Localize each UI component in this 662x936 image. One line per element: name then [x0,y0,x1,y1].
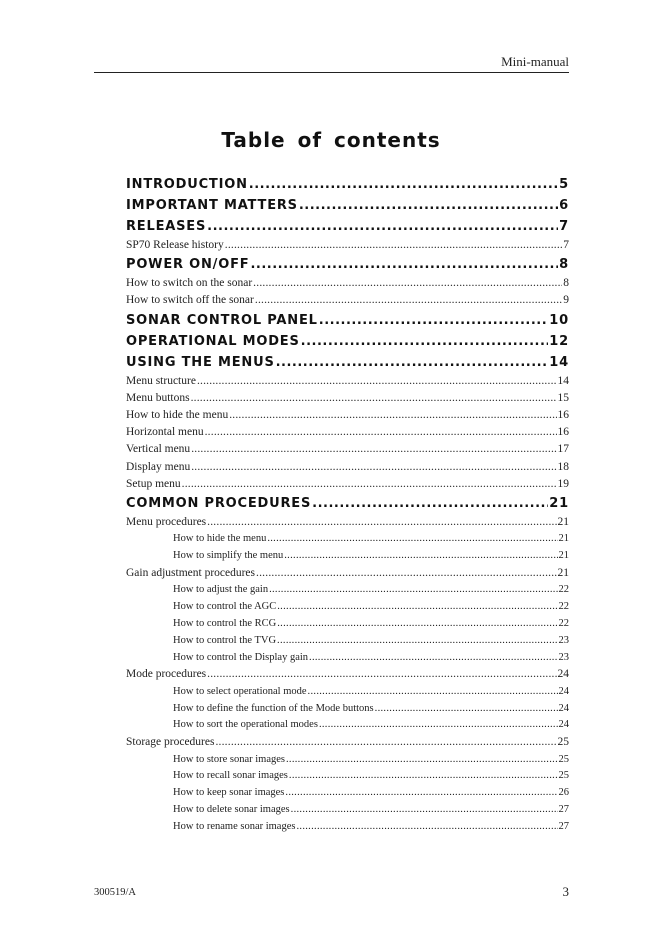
toc-entry-title: SONAR CONTROL PANEL [126,312,318,328]
dot-leader [207,514,556,531]
toc-entry-title: How to switch on the sonar [126,277,253,290]
page-number: 3 [562,884,569,899]
toc-entry-title: How to define the function of the Mode buttons [173,702,374,714]
toc-entry-page: 27 [558,804,569,816]
toc-entry-level-3[interactable] [126,548,569,565]
dot-leader [319,717,558,734]
toc-entry-page: 24 [558,702,569,714]
toc-entry-title: How to control the TVG [173,634,277,646]
toc-entry-page: 14 [549,354,569,370]
dot-leader [253,275,562,292]
toc-entry-level-3[interactable] [126,802,569,819]
toc-entry-title: SP70 Release history [126,239,224,251]
dot-leader [182,476,557,493]
toc-entry-title: How to control the RCG [173,617,277,629]
toc-entry-title: How to adjust the gain [173,584,269,596]
dot-leader [286,752,558,769]
toc-entry-title: How to hide the menu [173,533,267,545]
toc-entry-page: 10 [549,312,569,328]
dot-leader [255,292,562,309]
toc-entry-level-3[interactable] [126,531,569,548]
dot-leader [289,768,558,785]
toc-entry-level-2[interactable] [126,237,569,254]
toc-entry-page: 6 [559,198,569,213]
toc-entry-page: 7 [559,219,569,234]
toc-entry-page: 21 [549,495,569,511]
dot-leader [256,565,556,582]
dot-leader [277,633,557,650]
dot-leader [269,582,557,599]
toc-entry-level-2[interactable] [126,424,569,441]
toc-entry-level-2[interactable] [126,373,569,390]
toc-entry-page: 7 [563,239,569,251]
toc-entry-level-3[interactable] [126,616,569,633]
toc-entry-page: 23 [558,651,569,663]
toc-entry-title: Display menu [126,460,191,473]
toc-entry-title: Menu buttons [126,391,190,404]
toc-entry-page: 8 [563,277,569,290]
toc-entry-page: 21 [557,566,569,579]
toc-entry-level-1[interactable] [126,331,569,352]
toc-entry-level-1[interactable] [126,174,569,195]
toc-entry-page: 24 [558,719,569,731]
toc-entry-level-3[interactable] [126,684,569,701]
toc-entry-level-2[interactable] [126,565,569,582]
dot-leader [191,441,556,458]
toc-entry-title: How to control the AGC [173,600,277,612]
toc-entry-level-2[interactable] [126,292,569,309]
toc-entry-level-1[interactable] [126,195,569,216]
toc-entry-title: How to recall sonar images [173,770,288,782]
toc-entry-title: Menu procedures [126,515,207,528]
dot-leader [229,407,556,424]
dot-leader [267,531,557,548]
toc-entry-level-3[interactable] [126,701,569,718]
toc-entry-title: POWER ON/OFF [126,257,250,273]
toc-entry-title: How to simplify the menu [173,549,284,561]
toc-entry-level-3[interactable] [126,582,569,599]
toc-entry-title: How to delete sonar images [173,804,290,816]
toc-entry-title: How to sort the operational modes [173,719,318,731]
document-id: 300519/A [94,887,136,898]
dot-leader [250,254,558,275]
toc-entry-title: Menu structure [126,374,196,387]
toc-entry-title: Vertical menu [126,443,191,456]
toc-entry-level-1[interactable] [126,254,569,275]
toc-entry-title: Gain adjustment procedures [126,566,256,579]
toc-entry-page: 9 [563,294,569,307]
toc-entry-title: USING THE MENUS [126,354,275,370]
toc-entry-level-3[interactable] [126,752,569,769]
toc-entry-page: 27 [558,821,569,833]
toc-entry-page: 18 [557,460,569,473]
dot-leader [277,599,557,616]
toc-entry-title: COMMON PROCEDURES [126,495,312,511]
toc-entry-title: Setup menu [126,477,181,490]
dot-leader [319,310,549,331]
toc-entry-level-1[interactable] [126,216,569,237]
toc-entry-level-3[interactable] [126,785,569,802]
toc-entry-page: 21 [558,549,569,561]
toc-entry-level-2[interactable] [126,514,569,531]
dot-leader [191,459,556,476]
toc-entry-title: How to control the Display gain [173,651,309,663]
toc-entry-page: 8 [559,257,569,273]
toc-entry-page: 22 [558,617,569,629]
toc-entry-title: Mode procedures [126,668,207,681]
toc-entry-level-3[interactable] [126,633,569,650]
toc-entry-page: 22 [558,584,569,596]
toc-entry-title: INTRODUCTION [126,177,248,192]
dot-leader [299,195,558,216]
toc-entry-page: 21 [558,533,569,545]
toc-entry-title: How to hide the menu [126,408,229,421]
toc-entry-title: Horizontal menu [126,426,204,439]
toc-entry-page: 23 [558,634,569,646]
toc-entry-title: Storage procedures [126,736,215,749]
dot-leader [296,819,557,836]
dot-leader [375,701,558,718]
dot-leader [301,331,549,352]
dot-leader [291,802,558,819]
toc-entry-title: How to select operational mode [173,685,307,697]
dot-leader [276,352,549,373]
toc-entry-level-3[interactable] [126,717,569,734]
toc-entry-title: RELEASES [126,219,207,234]
toc-entry-page: 25 [557,736,569,749]
header-title: Mini-manual [501,54,569,69]
dot-leader [205,424,557,441]
dot-leader [207,666,556,683]
dot-leader [191,390,557,407]
toc-entry-level-2[interactable] [126,441,569,458]
toc-entry-page: 17 [557,443,569,456]
toc-entry-level-3[interactable] [126,768,569,785]
toc-entry-title: How to rename sonar images [173,821,296,833]
toc-entry-title: How to keep sonar images [173,787,285,799]
dot-leader [215,734,556,751]
toc-entry-title: OPERATIONAL MODES [126,333,300,349]
toc-entry-level-3[interactable] [126,819,569,836]
toc-entry-level-3[interactable] [126,599,569,616]
toc-entry-page: 19 [557,477,569,490]
dot-leader [285,785,557,802]
toc-entry-level-2[interactable] [126,390,569,407]
dot-leader [284,548,557,565]
toc-entry-page: 16 [557,408,569,421]
toc-entry-level-1[interactable] [126,310,569,331]
dot-leader [312,493,548,514]
toc-entry-page: 25 [558,770,569,782]
dot-leader [308,684,558,701]
dot-leader [207,216,558,237]
toc-entry-level-2[interactable] [126,275,569,292]
dot-leader [277,616,557,633]
toc-entry-page: 24 [558,685,569,697]
toc-entry-level-2[interactable] [126,476,569,493]
toc-entry-page: 5 [559,177,569,192]
toc-entry-page: 15 [557,391,569,404]
toc-entry-page: 14 [557,374,569,387]
toc-entry-title: How to store sonar images [173,753,285,765]
toc-entry-page: 22 [558,600,569,612]
toc-entry-level-2[interactable] [126,459,569,476]
toc-entry-level-3[interactable] [126,650,569,667]
toc-entry-title: How to switch off the sonar [126,294,254,307]
toc-entry-page: 26 [558,787,569,799]
dot-leader [225,237,563,254]
toc-entry-level-1[interactable] [126,493,569,514]
toc-entry-page: 16 [557,426,569,439]
toc-entry-level-2[interactable] [126,407,569,424]
page-title: Table of contents [221,128,441,152]
toc-entry-page: 21 [557,515,569,528]
toc-entry-level-2[interactable] [126,666,569,683]
toc-entry-level-1[interactable] [126,352,569,373]
dot-leader [309,650,557,667]
header-divider [94,72,569,73]
dot-leader [249,174,558,195]
toc-entry-page: 12 [549,333,569,349]
toc-entry-page: 25 [558,753,569,765]
dot-leader [197,373,557,390]
toc-entry-page: 24 [557,668,569,681]
table-of-contents [126,174,569,836]
toc-entry-title: IMPORTANT MATTERS [126,198,298,213]
toc-entry-level-2[interactable] [126,734,569,751]
